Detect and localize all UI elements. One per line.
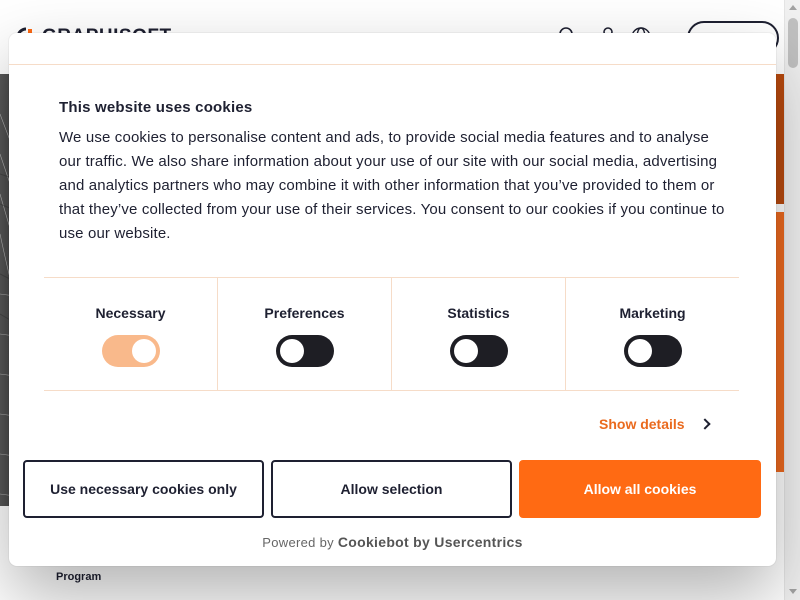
cookie-dialog-body: We use cookies to personalise content and ads, to provide social media features and to analyse our traffic. We also share information about your use of our site with our social media, advertising and analytics partners who may combine it with other information that you’ve provided to them or that they’ve collected from your use of their services. You consent to our cookies if you continue to use our website.: [59, 129, 725, 242]
cookie-consent-dialog: [9, 33, 776, 566]
orange-panel: [775, 74, 784, 204]
toggle-knob: [132, 339, 156, 363]
cookie-categories: [44, 277, 739, 391]
cookiebot-brand[interactable]: Cookiebot by Usercentrics: [337, 534, 523, 550]
preferences-toggle[interactable]: [276, 335, 334, 367]
toggle-knob: [628, 339, 652, 363]
allow-selection-button[interactable]: Allow selection: [271, 460, 512, 518]
use-necessary-only-button[interactable]: Use necessary cookies only: [23, 460, 264, 518]
category-marketing: [566, 278, 739, 390]
program-text: Program: [56, 571, 102, 583]
toggle-knob: [280, 339, 304, 363]
category-statistics: [392, 278, 566, 390]
powered-by[interactable]: [9, 534, 776, 550]
cookie-dialog-title: This website uses cookies: [59, 99, 253, 116]
category-label: Statistics: [447, 305, 510, 321]
allow-all-cookies-button[interactable]: Allow all cookies: [519, 460, 761, 518]
necessary-toggle[interactable]: [102, 335, 160, 367]
category-label: Preferences: [264, 305, 345, 321]
category-necessary: [44, 278, 218, 390]
chevron-right-icon: [699, 418, 710, 429]
toggle-knob: [454, 339, 478, 363]
show-details-link[interactable]: [599, 416, 709, 432]
category-label: Marketing: [619, 305, 686, 321]
orange-panel: [775, 212, 784, 472]
scroll-up-arrow-icon[interactable]: [789, 5, 797, 10]
marketing-toggle[interactable]: [624, 335, 682, 367]
category-label: Necessary: [95, 305, 166, 321]
scroll-thumb[interactable]: [788, 18, 798, 68]
category-preferences: [218, 278, 392, 390]
scroll-down-arrow-icon[interactable]: [789, 589, 797, 594]
powered-by-prefix: Powered by: [262, 535, 334, 550]
scrollbar[interactable]: [784, 0, 800, 600]
statistics-toggle[interactable]: [450, 335, 508, 367]
show-details-label: Show details: [599, 416, 685, 432]
divider: [9, 64, 776, 65]
